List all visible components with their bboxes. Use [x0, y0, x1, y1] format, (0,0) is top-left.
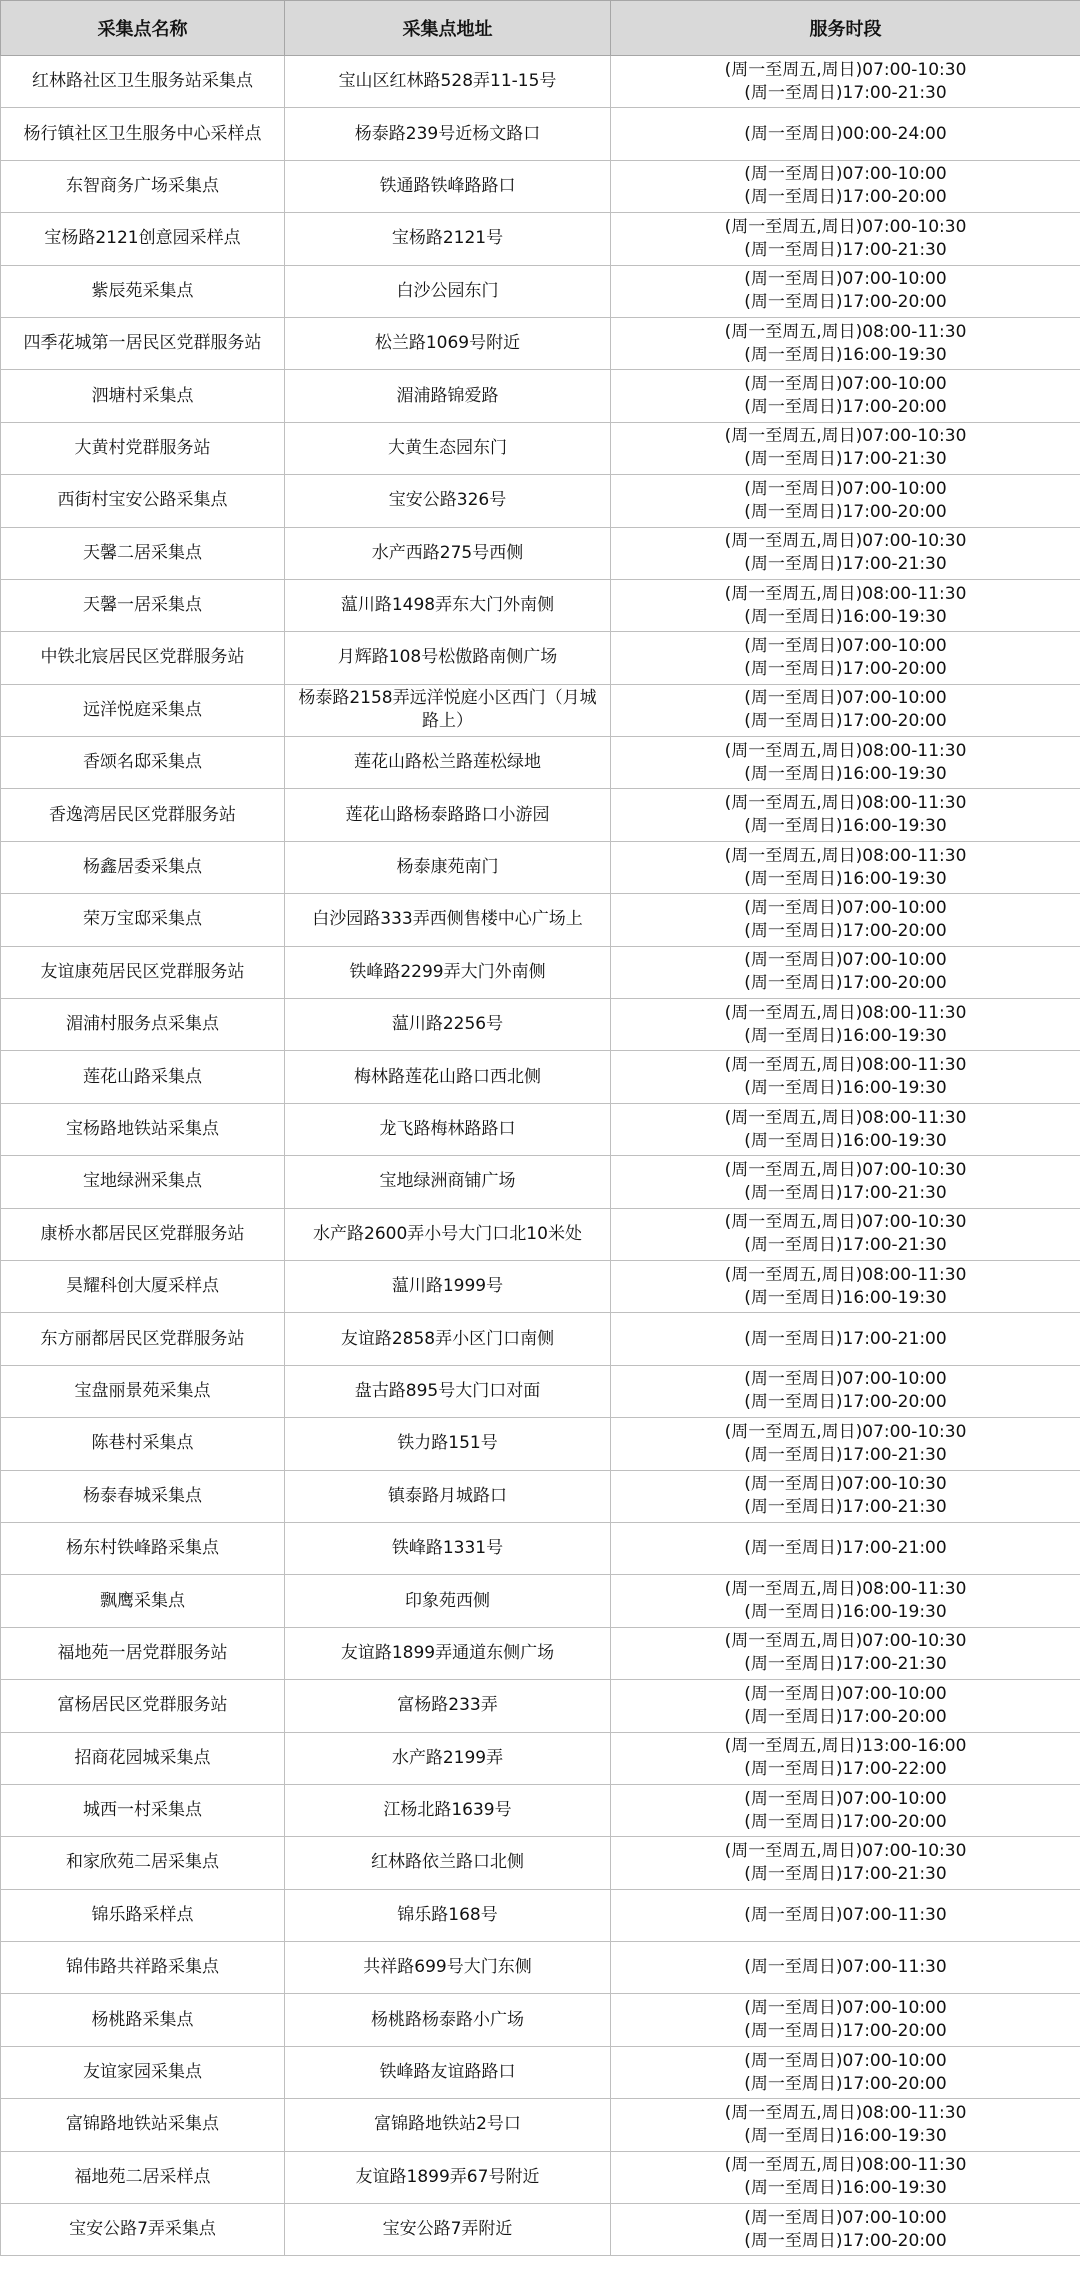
site-name-cell: 香颂名邸采集点: [1, 737, 285, 789]
service-hours-cell: (周一至周五,周日)08:00-11:30 (周一至周日)16:00-19:30: [611, 841, 1080, 893]
site-name-cell: 远洋悦庭采集点: [1, 684, 285, 736]
service-hours-cell: (周一至周五,周日)08:00-11:30 (周一至周日)16:00-19:30: [611, 1575, 1080, 1627]
site-name-cell: 莲花山路采集点: [1, 1051, 285, 1103]
site-name-cell: 锦伟路共祥路采集点: [1, 1942, 285, 1994]
site-name-cell: 福地苑一居党群服务站: [1, 1627, 285, 1679]
service-hours-cell: (周一至周五,周日)08:00-11:30 (周一至周日)16:00-19:30: [611, 1260, 1080, 1312]
service-hours-cell: (周一至周五,周日)07:00-10:30 (周一至周日)17:00-21:30: [611, 1208, 1080, 1260]
table-body: [1, 56, 1080, 2256]
service-hours-cell: (周一至周五,周日)08:00-11:30 (周一至周日)16:00-19:30: [611, 789, 1080, 841]
site-name-cell: 香逸湾居民区党群服务站: [1, 789, 285, 841]
table-row: [1, 632, 1080, 684]
service-hours-cell: (周一至周五,周日)07:00-10:30 (周一至周日)17:00-21:30: [611, 1156, 1080, 1208]
table-row: [1, 108, 1080, 160]
header-site-address: 采集点地址: [285, 1, 611, 56]
site-name-cell: 红林路社区卫生服务站采集点: [1, 56, 285, 108]
site-address-cell: 友谊路2858弄小区门口南侧: [285, 1313, 611, 1365]
table-row: [1, 265, 1080, 317]
table-row: [1, 160, 1080, 212]
site-name-cell: 友谊康苑居民区党群服务站: [1, 946, 285, 998]
table-row: [1, 999, 1080, 1051]
table-row: [1, 527, 1080, 579]
table-row: [1, 894, 1080, 946]
site-address-cell: 宝安公路326号: [285, 475, 611, 527]
site-name-cell: 杨行镇社区卫生服务中心采样点: [1, 108, 285, 160]
site-address-cell: 共祥路699号大门东侧: [285, 1942, 611, 1994]
site-name-cell: 招商花园城采集点: [1, 1732, 285, 1784]
table-row: [1, 1627, 1080, 1679]
table-row: [1, 1156, 1080, 1208]
site-address-cell: 镇泰路月城路口: [285, 1470, 611, 1522]
table-row: [1, 1313, 1080, 1365]
site-name-cell: 飘鹰采集点: [1, 1575, 285, 1627]
table-row: [1, 579, 1080, 631]
service-hours-cell: (周一至周五,周日)08:00-11:30 (周一至周日)16:00-19:30: [611, 2151, 1080, 2203]
table-row: [1, 1365, 1080, 1417]
service-hours-cell: (周一至周五,周日)08:00-11:30 (周一至周日)16:00-19:30: [611, 737, 1080, 789]
table-row: [1, 213, 1080, 265]
service-hours-cell: (周一至周日)07:00-10:00 (周一至周日)17:00-20:00: [611, 632, 1080, 684]
site-address-cell: 宝安公路7弄附近: [285, 2204, 611, 2256]
site-address-cell: 莲花山路杨泰路路口小游园: [285, 789, 611, 841]
header-site-name: 采集点名称: [1, 1, 285, 56]
site-address-cell: 水产路2199弄: [285, 1732, 611, 1784]
site-name-cell: 湄浦村服务点采集点: [1, 999, 285, 1051]
table-row: [1, 684, 1080, 736]
site-address-cell: 红林路依兰路口北侧: [285, 1837, 611, 1889]
table-row: [1, 1994, 1080, 2046]
table-row: [1, 1680, 1080, 1732]
service-hours-cell: (周一至周日)07:00-10:00 (周一至周日)17:00-20:00: [611, 1680, 1080, 1732]
table-row: [1, 1784, 1080, 1836]
site-name-cell: 昊耀科创大厦采样点: [1, 1260, 285, 1312]
table-row: [1, 1942, 1080, 1994]
site-name-cell: 福地苑二居采样点: [1, 2151, 285, 2203]
service-hours-cell: (周一至周五,周日)07:00-10:30 (周一至周日)17:00-21:30: [611, 1837, 1080, 1889]
site-address-cell: 锦乐路168号: [285, 1889, 611, 1941]
site-address-cell: 杨泰康苑南门: [285, 841, 611, 893]
service-hours-cell: (周一至周日)07:00-10:00 (周一至周日)17:00-20:00: [611, 2046, 1080, 2098]
table-row: [1, 841, 1080, 893]
service-hours-cell: (周一至周日)07:00-11:30: [611, 1889, 1080, 1941]
table-row: [1, 1732, 1080, 1784]
service-hours-cell: (周一至周五,周日)08:00-11:30 (周一至周日)16:00-19:30: [611, 999, 1080, 1051]
site-address-cell: 印象苑西侧: [285, 1575, 611, 1627]
site-address-cell: 宝杨路2121号: [285, 213, 611, 265]
service-hours-cell: (周一至周日)07:00-10:00 (周一至周日)17:00-20:00: [611, 370, 1080, 422]
service-hours-cell: (周一至周日)07:00-10:00 (周一至周日)17:00-20:00: [611, 1784, 1080, 1836]
site-address-cell: 富锦路地铁站2号口: [285, 2099, 611, 2151]
table-row: [1, 1837, 1080, 1889]
site-name-cell: 友谊家园采集点: [1, 2046, 285, 2098]
service-hours-cell: (周一至周五,周日)07:00-10:30 (周一至周日)17:00-21:30: [611, 1418, 1080, 1470]
site-name-cell: 中铁北宸居民区党群服务站: [1, 632, 285, 684]
site-name-cell: 康桥水都居民区党群服务站: [1, 1208, 285, 1260]
site-name-cell: 四季花城第一居民区党群服务站: [1, 317, 285, 369]
site-name-cell: 陈巷村采集点: [1, 1418, 285, 1470]
table-row: [1, 317, 1080, 369]
site-address-cell: 杨泰路239号近杨文路口: [285, 108, 611, 160]
service-hours-cell: (周一至周日)00:00-24:00: [611, 108, 1080, 160]
table-row: [1, 1418, 1080, 1470]
site-address-cell: 水产西路275号西侧: [285, 527, 611, 579]
table-row: [1, 1575, 1080, 1627]
site-address-cell: 水产路2600弄小号大门口北10米处: [285, 1208, 611, 1260]
service-hours-cell: (周一至周日)07:00-10:00 (周一至周日)17:00-20:00: [611, 160, 1080, 212]
site-name-cell: 大黄村党群服务站: [1, 422, 285, 474]
site-name-cell: 泗塘村采集点: [1, 370, 285, 422]
service-hours-cell: (周一至周五,周日)08:00-11:30 (周一至周日)16:00-19:30: [611, 1051, 1080, 1103]
header-row: [1, 1, 1080, 56]
site-address-cell: 宝山区红林路528弄11-15号: [285, 56, 611, 108]
site-address-cell: 友谊路1899弄67号附近: [285, 2151, 611, 2203]
site-address-cell: 蕰川路1498弄东大门外南侧: [285, 579, 611, 631]
site-name-cell: 宝安公路7弄采集点: [1, 2204, 285, 2256]
table-row: [1, 1470, 1080, 1522]
table-row: [1, 1522, 1080, 1574]
table-row: [1, 475, 1080, 527]
site-address-cell: 宝地绿洲商铺广场: [285, 1156, 611, 1208]
site-address-cell: 铁通路铁峰路路口: [285, 160, 611, 212]
table-row: [1, 2046, 1080, 2098]
site-address-cell: 友谊路1899弄通道东侧广场: [285, 1627, 611, 1679]
table-row: [1, 2204, 1080, 2256]
service-hours-cell: (周一至周日)07:00-10:00 (周一至周日)17:00-20:00: [611, 684, 1080, 736]
service-hours-cell: (周一至周五,周日)07:00-10:30 (周一至周日)17:00-21:30: [611, 213, 1080, 265]
service-hours-cell: (周一至周五,周日)08:00-11:30 (周一至周日)16:00-19:30: [611, 2099, 1080, 2151]
site-name-cell: 东智商务广场采集点: [1, 160, 285, 212]
service-hours-cell: (周一至周日)07:00-10:00 (周一至周日)17:00-20:00: [611, 2204, 1080, 2256]
site-name-cell: 宝杨路2121创意园采样点: [1, 213, 285, 265]
site-name-cell: 城西一村采集点: [1, 1784, 285, 1836]
site-name-cell: 东方丽都居民区党群服务站: [1, 1313, 285, 1365]
table-row: [1, 2099, 1080, 2151]
service-hours-cell: (周一至周五,周日)08:00-11:30 (周一至周日)16:00-19:30: [611, 579, 1080, 631]
site-address-cell: 铁峰路1331号: [285, 1522, 611, 1574]
service-hours-cell: (周一至周五,周日)07:00-10:30 (周一至周日)17:00-21:30: [611, 56, 1080, 108]
site-address-cell: 梅林路莲花山路口西北侧: [285, 1051, 611, 1103]
site-address-cell: 湄浦路锦爱路: [285, 370, 611, 422]
site-address-cell: 蕰川路2256号: [285, 999, 611, 1051]
service-hours-cell: (周一至周日)07:00-10:00 (周一至周日)17:00-20:00: [611, 946, 1080, 998]
site-address-cell: 白沙园路333弄西侧售楼中心广场上: [285, 894, 611, 946]
site-address-cell: 月辉路108号松傲路南侧广场: [285, 632, 611, 684]
table-row: [1, 946, 1080, 998]
site-name-cell: 杨东村铁峰路采集点: [1, 1522, 285, 1574]
site-address-cell: 杨桃路杨泰路小广场: [285, 1994, 611, 2046]
table-row: [1, 370, 1080, 422]
table-row: [1, 422, 1080, 474]
site-name-cell: 紫辰苑采集点: [1, 265, 285, 317]
site-name-cell: 杨鑫居委采集点: [1, 841, 285, 893]
table-row: [1, 1103, 1080, 1155]
site-name-cell: 宝盘丽景苑采集点: [1, 1365, 285, 1417]
service-hours-cell: (周一至周日)07:00-10:30 (周一至周日)17:00-21:30: [611, 1470, 1080, 1522]
service-hours-cell: (周一至周日)07:00-10:00 (周一至周日)17:00-20:00: [611, 1994, 1080, 2046]
service-hours-cell: (周一至周五,周日)13:00-16:00 (周一至周日)17:00-22:00: [611, 1732, 1080, 1784]
site-name-cell: 天馨二居采集点: [1, 527, 285, 579]
service-hours-cell: (周一至周五,周日)08:00-11:30 (周一至周日)16:00-19:30: [611, 1103, 1080, 1155]
service-hours-cell: (周一至周五,周日)07:00-10:30 (周一至周日)17:00-21:30: [611, 422, 1080, 474]
header-service-hours: 服务时段: [611, 1, 1080, 56]
site-name-cell: 西街村宝安公路采集点: [1, 475, 285, 527]
site-address-cell: 龙飞路梅林路路口: [285, 1103, 611, 1155]
table-row: [1, 1260, 1080, 1312]
table-row: [1, 1051, 1080, 1103]
service-hours-cell: (周一至周五,周日)07:00-10:30 (周一至周日)17:00-21:30: [611, 527, 1080, 579]
site-name-cell: 富杨居民区党群服务站: [1, 1680, 285, 1732]
service-hours-cell: (周一至周日)07:00-10:00 (周一至周日)17:00-20:00: [611, 475, 1080, 527]
site-name-cell: 天馨一居采集点: [1, 579, 285, 631]
site-name-cell: 荣万宝邸采集点: [1, 894, 285, 946]
site-address-cell: 铁力路151号: [285, 1418, 611, 1470]
site-address-cell: 盘古路895号大门口对面: [285, 1365, 611, 1417]
site-address-cell: 杨泰路2158弄远洋悦庭小区西门（月城路上）: [285, 684, 611, 736]
service-hours-cell: (周一至周日)07:00-10:00 (周一至周日)17:00-20:00: [611, 894, 1080, 946]
site-address-cell: 江杨北路1639号: [285, 1784, 611, 1836]
service-hours-cell: (周一至周五,周日)07:00-10:30 (周一至周日)17:00-21:30: [611, 1627, 1080, 1679]
service-hours-cell: (周一至周五,周日)08:00-11:30 (周一至周日)16:00-19:30: [611, 317, 1080, 369]
site-name-cell: 和家欣苑二居采集点: [1, 1837, 285, 1889]
site-address-cell: 蕰川路1999号: [285, 1260, 611, 1312]
site-name-cell: 锦乐路采样点: [1, 1889, 285, 1941]
table-row: [1, 56, 1080, 108]
site-address-cell: 铁峰路2299弄大门外南侧: [285, 946, 611, 998]
table-row: [1, 789, 1080, 841]
table-row: [1, 2151, 1080, 2203]
service-hours-cell: (周一至周日)07:00-10:00 (周一至周日)17:00-20:00: [611, 1365, 1080, 1417]
site-name-cell: 杨桃路采集点: [1, 1994, 285, 2046]
site-address-cell: 松兰路1069号附近: [285, 317, 611, 369]
table-row: [1, 737, 1080, 789]
site-address-cell: 莲花山路松兰路莲松绿地: [285, 737, 611, 789]
service-hours-cell: (周一至周日)17:00-21:00: [611, 1313, 1080, 1365]
site-address-cell: 白沙公园东门: [285, 265, 611, 317]
site-name-cell: 宝杨路地铁站采集点: [1, 1103, 285, 1155]
site-name-cell: 宝地绿洲采集点: [1, 1156, 285, 1208]
table-row: [1, 1208, 1080, 1260]
site-name-cell: 杨泰春城采集点: [1, 1470, 285, 1522]
site-name-cell: 富锦路地铁站采集点: [1, 2099, 285, 2151]
site-address-cell: 铁峰路友谊路路口: [285, 2046, 611, 2098]
site-address-cell: 大黄生态园东门: [285, 422, 611, 474]
service-hours-cell: (周一至周日)07:00-10:00 (周一至周日)17:00-20:00: [611, 265, 1080, 317]
table-row: [1, 1889, 1080, 1941]
service-hours-cell: (周一至周日)17:00-21:00: [611, 1522, 1080, 1574]
service-hours-cell: (周一至周日)07:00-11:30: [611, 1942, 1080, 1994]
site-address-cell: 富杨路233弄: [285, 1680, 611, 1732]
